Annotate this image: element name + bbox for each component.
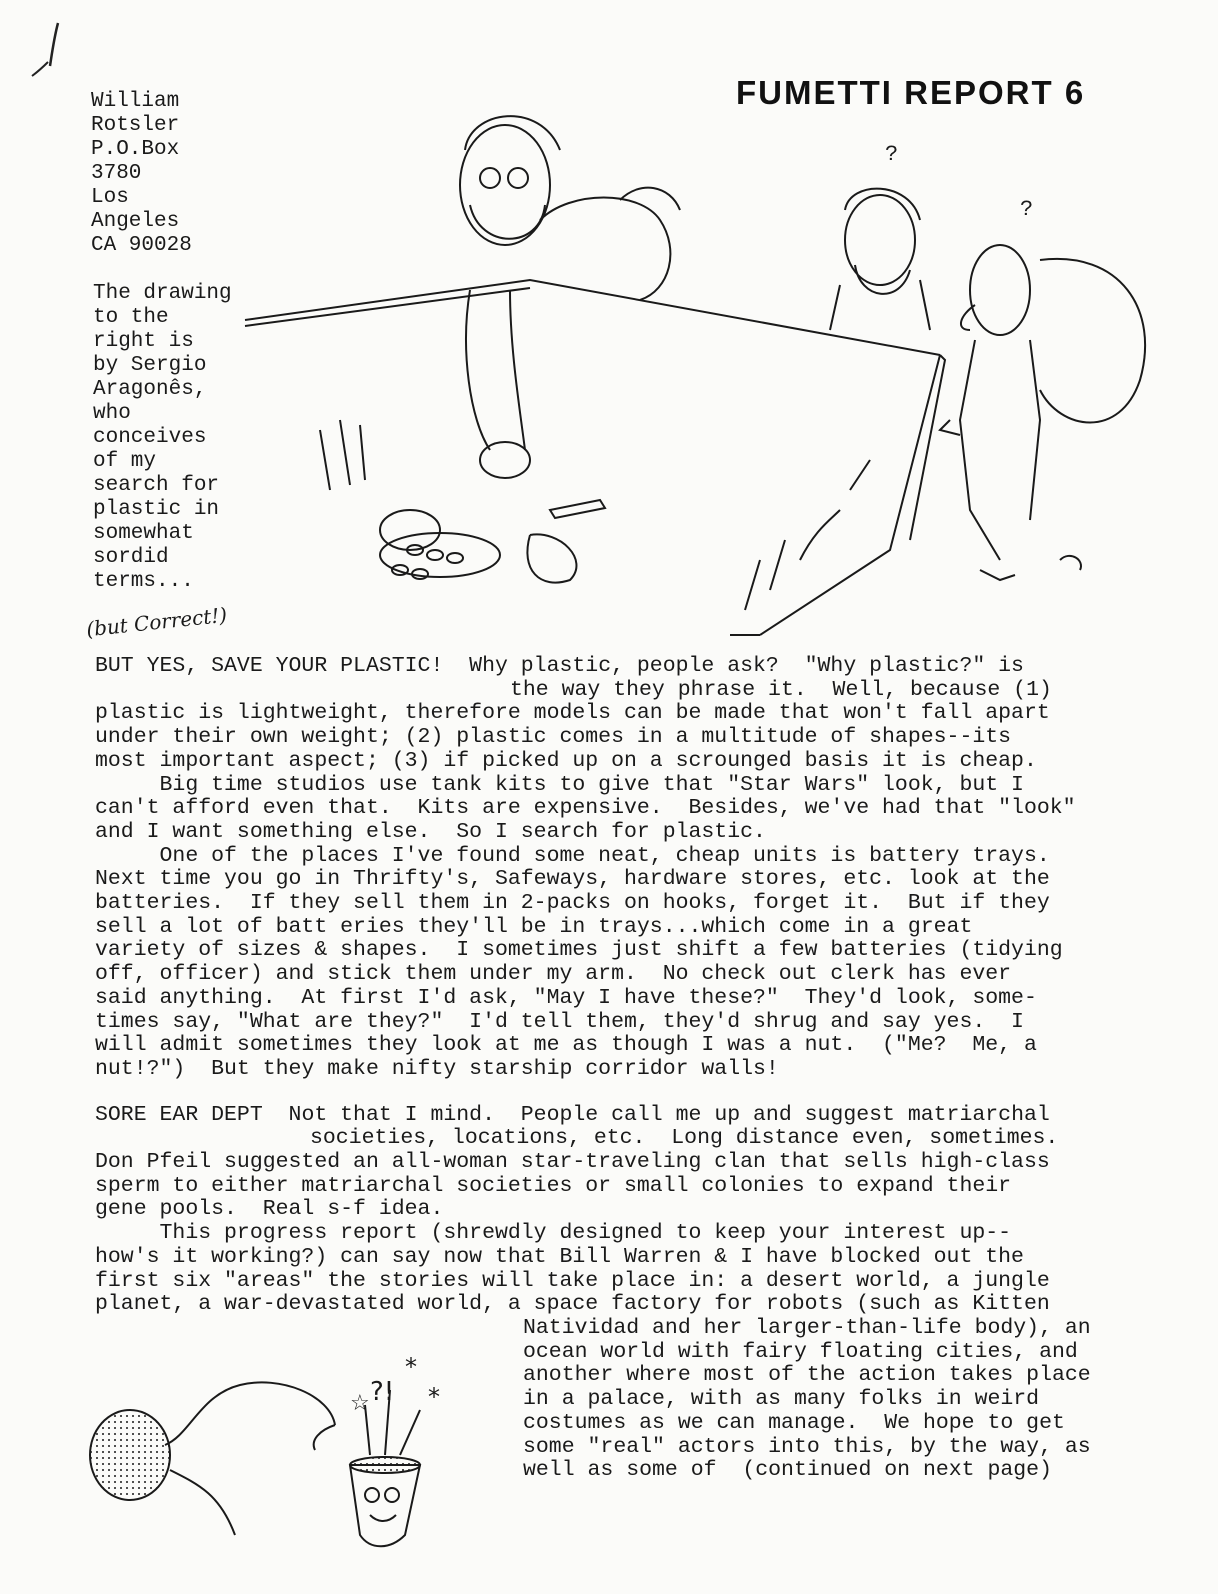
address-line: Rotsler: [91, 114, 180, 137]
text-line: sperm to either matriarchal societies or small colonies to expand their: [95, 1173, 1012, 1198]
text-line: off, officer) and stick them under my arm. No check out clerk has ever: [95, 962, 1012, 987]
text-line: the way they phrase it. Well, because (1): [510, 677, 1052, 702]
text-line: how's it working?) can say now that Bill Warren & I have blocked out the: [95, 1244, 1024, 1269]
pen-mark-icon: [28, 18, 78, 88]
text-line: said anything. At first I'd ask, "May I have these?" They'd look, some-: [95, 985, 1037, 1010]
caption-line: of my: [93, 450, 157, 473]
text-line: nut!?") But they make nifty starship corridor walls!: [95, 1056, 779, 1081]
report-title: FUMETTI REPORT 6: [736, 74, 1086, 111]
caption-line: conceives: [93, 426, 207, 449]
text-line: variety of sizes & shapes. I sometimes just shift a few batteries (tidying: [95, 938, 1063, 963]
text-line: sell a lot of batt eries they'll be in trays...which come in a great: [95, 914, 973, 939]
handwritten-note: (but Correct!): [85, 602, 229, 642]
text-line: Big time studios use tank kits to give that "Star Wars" look, but I: [95, 772, 1024, 797]
drawing-caption: [93, 282, 232, 594]
caption-line: sordid: [93, 546, 169, 569]
caption-line: plastic in: [93, 498, 220, 521]
text-line: Next time you go in Thrifty's, Safeways, hardware stores, etc. look at the: [95, 867, 1050, 892]
text-line: Don Pfeil suggested an all-woman star-traveling clan that sells high-class: [95, 1150, 1050, 1175]
address-line: Los: [91, 186, 129, 209]
cartoon-illustration: [240, 90, 1180, 650]
text-line: and I want something else. So I search for plastic.: [95, 819, 766, 844]
caption-line: by Sergio: [93, 354, 207, 377]
caption-line: somewhat: [93, 522, 194, 545]
text-line: Not that I mind. People call me up and suggest matriarchal: [288, 1102, 1050, 1127]
text-line: One of the places I've found some neat, cheap units is battery trays.: [95, 843, 1050, 868]
section-heading-sore-ear: SORE EAR DEPT: [95, 1102, 263, 1127]
address-line: 3780: [91, 162, 142, 185]
text-line: Natividad and her larger-than-life body), an: [523, 1315, 1091, 1340]
text-line: Why plastic, people ask? "Why plastic?" is: [469, 654, 1024, 678]
text-line: some "real" actors into this, by the way, as: [523, 1434, 1091, 1459]
caption-line: Aragonês,: [93, 378, 207, 401]
svg-text:*: *: [405, 1353, 417, 1381]
text-line: well as some of (continued on next page): [523, 1458, 1052, 1483]
text-line: plastic is lightweight, therefore models can be made that won't fall apart: [95, 701, 1050, 726]
svg-text:☆: ☆: [350, 1391, 370, 1416]
text-line: societies, locations, etc. Long distance even, sometimes.: [310, 1126, 1059, 1151]
address-line: CA 90028: [91, 234, 192, 257]
text-line: This progress report (shrewdly designed to keep your interest up--: [95, 1221, 1012, 1246]
text-line: planet, a war-devastated world, a space factory for robots (such as Kitten: [95, 1292, 1050, 1317]
caption-line: who: [93, 402, 131, 425]
caption-line: terms...: [93, 570, 194, 593]
caption-line: search for: [93, 474, 220, 497]
text-line: gene pools. Real s-f idea.: [95, 1197, 444, 1222]
text-line: ocean world with fairy floating cities, and: [523, 1339, 1078, 1364]
section-gap: [95, 1082, 1185, 1104]
text-line: can't afford even that. Kits are expensive. Besides, we've had that "look": [95, 796, 1076, 821]
text-line: batteries. If they sell them in 2-packs on hooks, forget it. But if they: [95, 891, 1050, 916]
sender-address: [91, 90, 192, 258]
text-line: in a palace, with as many folks in weird: [523, 1387, 1040, 1412]
section-first-line: [95, 1104, 1185, 1128]
svg-text:*: *: [428, 1383, 440, 1411]
section-heading-save-plastic: BUT YES, SAVE YOUR PLASTIC!: [95, 654, 444, 678]
address-line: P.O.Box: [91, 138, 180, 161]
text-line: under their own weight; (2) plastic comes in a multitude of shapes--its: [95, 725, 1012, 750]
text-line: another where most of the action takes place: [523, 1363, 1091, 1388]
address-line: William: [91, 90, 180, 113]
section-first-line: [95, 655, 1185, 679]
text-line: will admit sometimes they look at me as though I was a nut. ("Me? Me, a: [95, 1033, 1037, 1058]
text-line: first six "areas" the stories will take place in: a desert world, a jungle: [95, 1268, 1050, 1293]
address-line: Angeles: [91, 210, 180, 233]
caption-line: The drawing: [93, 282, 232, 305]
text-line: costumes as we can manage. We hope to get: [523, 1410, 1065, 1435]
text-line: times say, "What are they?" I'd tell them, they'd shrug and say yes. I: [95, 1009, 1024, 1034]
svg-text:?!: ?!: [370, 1377, 395, 1407]
caption-line: right is: [93, 330, 194, 353]
text-line: most important aspect; (3) if picked up on a scrounged basis it is cheap.: [95, 748, 1037, 773]
svg-text:?: ?: [885, 142, 899, 167]
small-cartoon-illustration: [70, 1335, 470, 1555]
svg-text:?: ?: [1020, 197, 1034, 222]
caption-line: to the: [93, 306, 169, 329]
